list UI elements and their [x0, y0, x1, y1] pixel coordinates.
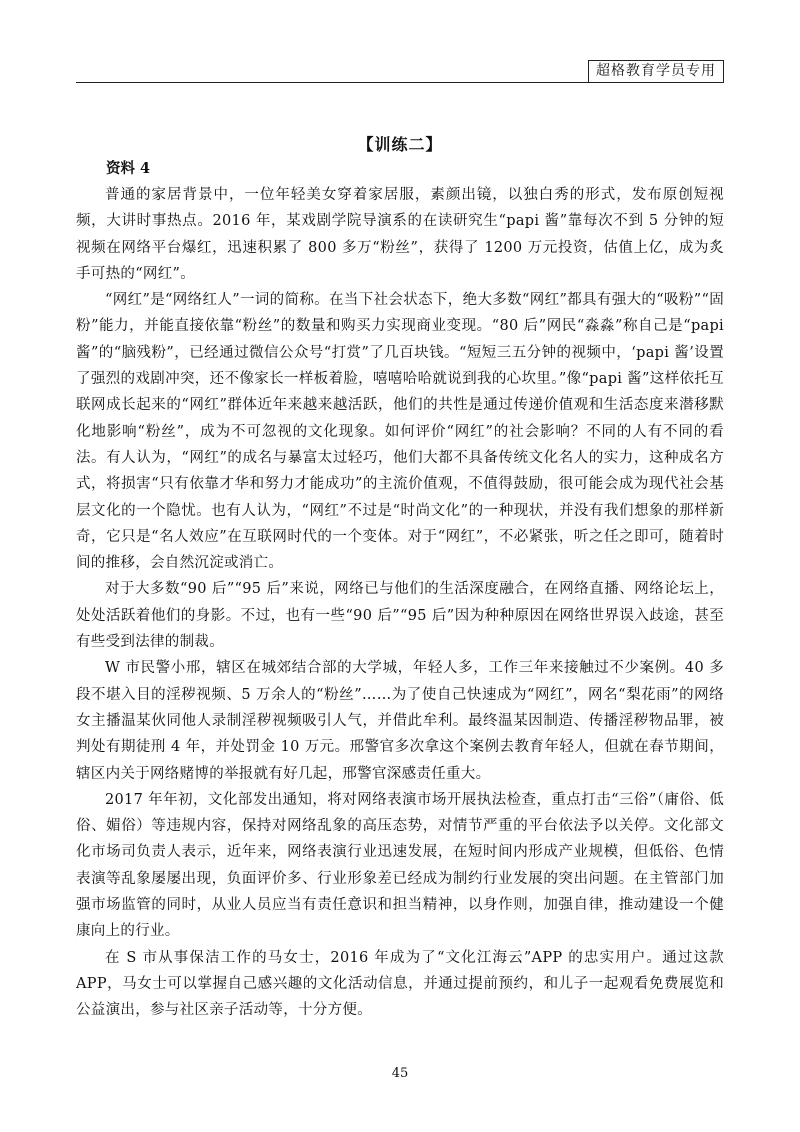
page-number: 45 — [391, 1066, 409, 1081]
paragraph: W 市民警小邢，辖区在城郊结合部的大学城，年轻人多，工作三年来接触过不少案例。40 多段不堪入目的淫秽视频、5 万余人的“粉丝”……为了使自己快速成为“网红”，网名“梨花雨”的网络女主播温某伙同他人录制淫秽视频吸引人气，并借此牟利。最终温某因制造、传播淫秽物品罪，被判处有期徒刑 4 年，并处罚金 10 万元。邢警官多次拿这个案例去教育年轻人，但就在春节期间，辖区内关于网络赌博的举报就有好几起，邢警官深感责任重大。 — [76, 660, 724, 782]
paragraph: 普通的家居背景中，一位年轻美女穿着家居服，素颜出镜，以独白秀的形式，发布原创短视频，大讲时事热点。2016 年，某戏剧学院导演系的在读研究生“papi 酱”靠每次不到 5 分钟的短视频在网络平台爆红，迅速积累了 800 多万“粉丝”，获得了 1200 万元投资，估值上亿，成为炙手可热的“网红”。 — [76, 187, 724, 282]
header-tag: 超格教育学员专用 — [588, 60, 724, 83]
paragraph: 2017 年年初，文化部发出通知，将对网络表演市场开展执法检查，重点打击“三俗”（庸俗、低俗、媚俗）等违规内容，保持对网络乱象的高压态势，对情节严重的平台依法予以关停。文化部文化市场司负责人表示，近年来，网络表演行业迅速发展，在短时间内形成产业规模，但低俗、色情表演等乱象屡屡出现，负面评价多、行业形象差已经成为制约行业发展的突出问题。在主管部门加强市场监管的同时，从业人员应当有责任意识和担当精神，以身作则，加强自律，推动建设一个健康向上的行业。 — [76, 791, 724, 940]
paragraph: “网红”是“网络红人”一词的简称。在当下社会状态下，绝大多数“网红”都具有强大的“吸粉”“固粉”能力，并能直接依靠“粉丝”的数量和购买力实现商业变现。“80 后”网民“淼淼”称自己是“papi 酱”的“脑残粉”，已经通过微信公众号“打赏”了几百块钱。“短短三五分钟的视频中，‘papi 酱’设置了强烈的戏剧冲突，还不像家长一样板着脸，嘻嘻哈哈就说到我的心坎里。”像“papi 酱”这样依托互联网成长起来的“网红”群体近年来越来越活跃，他们的共性是通过传递价值观和生活态度来潜移默化地影响“粉丝”，成为不可忽视的文化现象。如何评价“网红”的社会影响？不同的人有不同的看法。有人认为，“网红”的成名与暴富太过轻巧，他们大都不具备传统文化名人的实力，这种成名方式，将损害“只有依靠才华和努力才能成功”的主流价值观，不值得鼓励，很可能会成为现代社会基层文化的一个隐忧。也有人认为，“网红”不过是“时尚文化”的一种现状，并没有我们想象的那样新奇，它只是“名人效应”在互联网时代的一个变体。对于“网红”，不必紧张，听之任之即可，随着时间的推移，会自然沉淀或消亡。 — [76, 292, 724, 572]
material-label: 资料 4 — [106, 160, 151, 177]
paragraph: 在 S 市从事保洁工作的马女士，2016 年成为了“文化江海云”APP 的忠实用户。通过这款 APP，马女士可以掌握自己感兴趣的文化活动信息，并通过提前预约，和儿子一起观看免费展览和公益演出，参与社区亲子活动等，十分方便。 — [76, 949, 724, 1019]
section-title: 【训练二】 — [357, 135, 443, 154]
header-divider — [76, 82, 724, 83]
paragraph: 对于大多数“90 后”“95 后”来说，网络已与他们的生活深度融合，在网络直播、网络论坛上，处处活跃着他们的身影。不过，也有一些“90 后”“95 后”因为种种原因在网络世界误入歧途，甚至有些受到法律的制裁。 — [76, 581, 724, 651]
document-body — [76, 156, 724, 1024]
